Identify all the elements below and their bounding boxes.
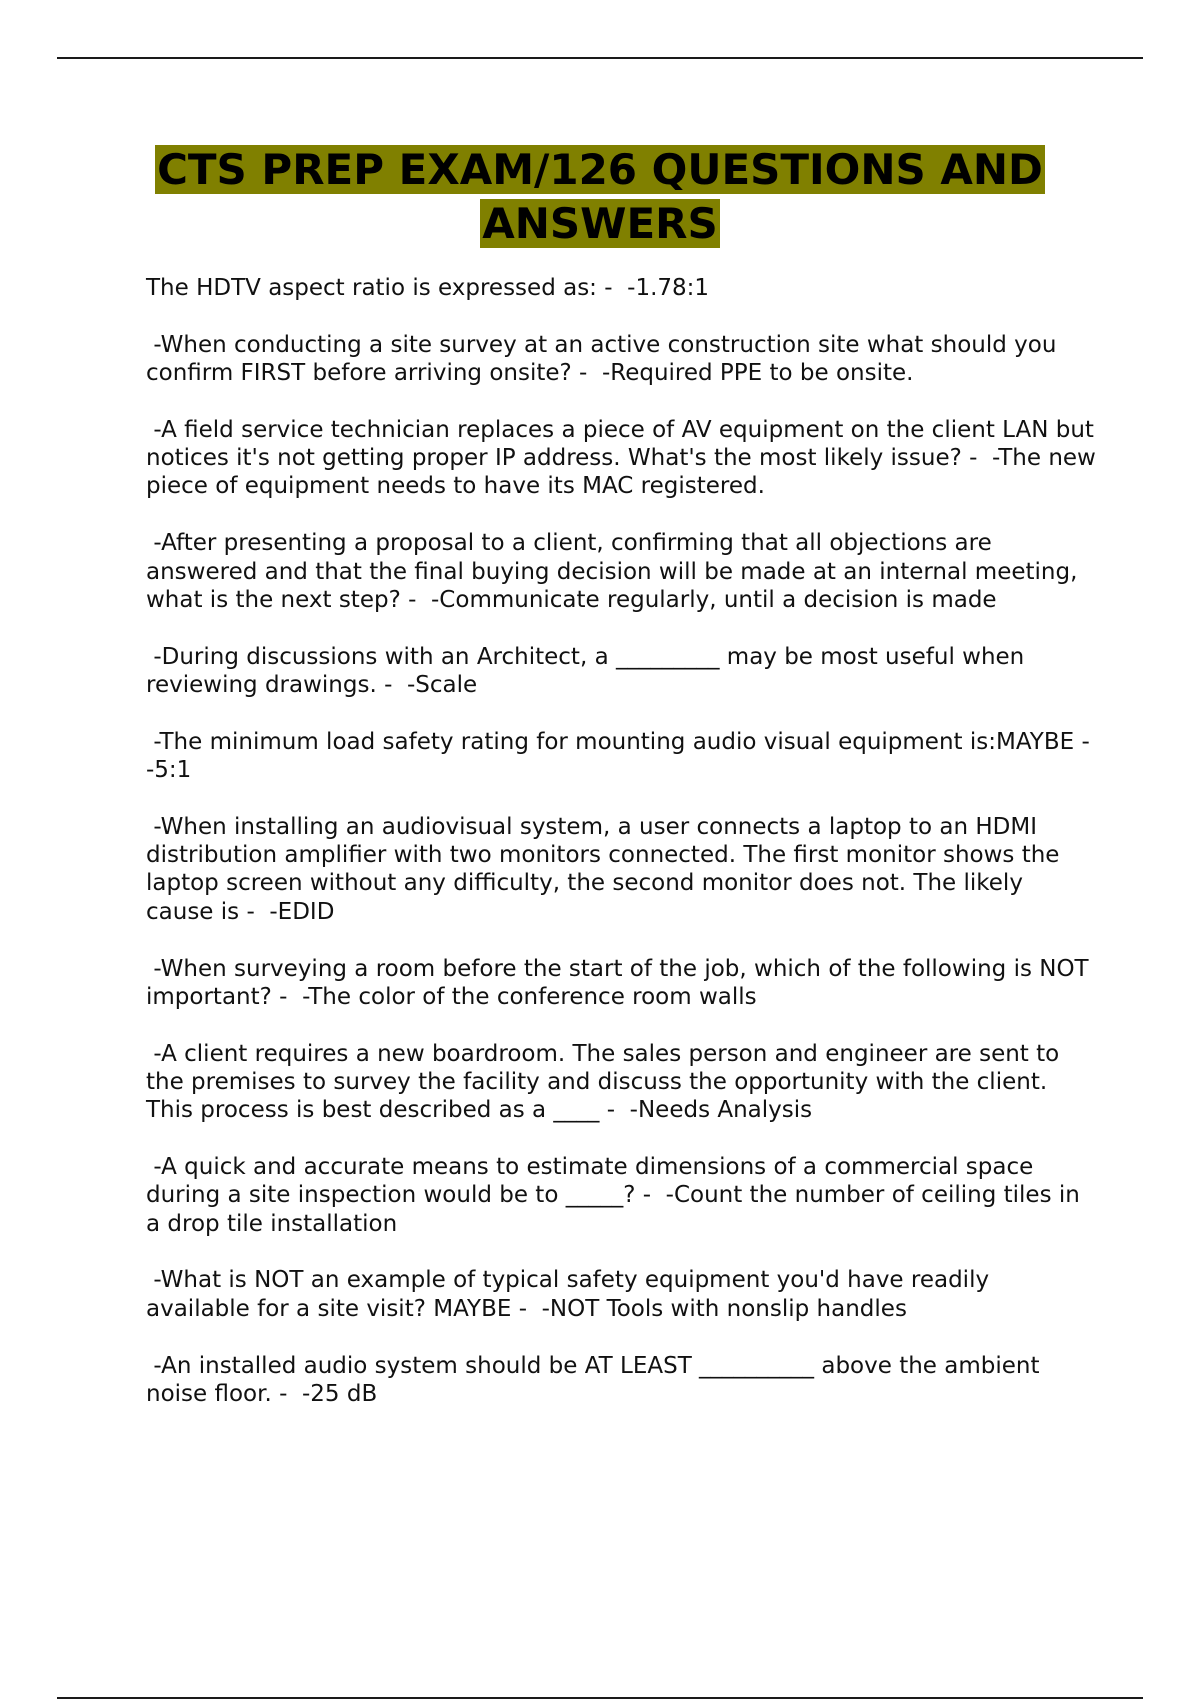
qa-item: -A quick and accurate means to estimate dimensions of a commercial space during a site inspection would be to _____? - -Count the number of ceiling tiles in a drop tile installation xyxy=(146,1154,1088,1237)
qa-item: -A client requires a new boardroom. The sales person and engineer are sent to the premises to survey the facility and discuss the opportunity with the client. This process is best described as a ____ - -Needs Analysis xyxy=(146,1040,1067,1124)
title-block xyxy=(120,143,1080,251)
qa-item: -When conducting a site survey at an active construction site what should you confirm FIRST before arriving onsite? - -Required PPE to be onsite. xyxy=(146,331,1064,387)
header-rule xyxy=(57,57,1143,59)
qa-item: -What is NOT an example of typical safety equipment you'd have readily available for a site visit? MAYBE - -NOT Tools with nonslip handles xyxy=(146,1267,997,1322)
qa-item: -After presenting a proposal to a client, confirming that all objections are answered and that the final buying decision will be made at an internal meeting, what is the next step? - -Communicate regularly, until a decision is made xyxy=(146,530,1085,613)
qa-item: -An installed audio system should be AT LEAST __________ above the ambient noise floor. - -25 dB xyxy=(146,1352,1047,1407)
qa-item: -When surveying a room before the start of the job, which of the following is NOT important? - -The color of the conference room walls xyxy=(146,955,1096,1010)
qa-list xyxy=(146,274,1105,1437)
qa-item: -During discussions with an Architect, a _________ may be most useful when reviewing drawings. - -Scale xyxy=(146,643,1032,698)
document-title: CTS PREP EXAM/126 QUESTIONS AND ANSWERS xyxy=(157,145,1043,248)
qa-item: The HDTV aspect ratio is expressed as: - -1.78:1 xyxy=(146,275,710,301)
qa-item: -The minimum load safety rating for mounting audio visual equipment is:MAYBE - -5:1 xyxy=(146,728,1105,784)
qa-item: -When installing an audiovisual system, a user connects a laptop to an HDMI distribution amplifier with two monitors connected. The first monitor shows the laptop screen without any difficulty, the second monitor does not. The likely cause is - -EDID xyxy=(146,813,1067,925)
footer-rule xyxy=(57,1697,1143,1699)
qa-item: -A field service technician replaces a piece of AV equipment on the client LAN but notices it's not getting proper IP address. What's the most likely issue? - -The new piece of equipment needs to have its MAC registered. xyxy=(146,416,1104,500)
